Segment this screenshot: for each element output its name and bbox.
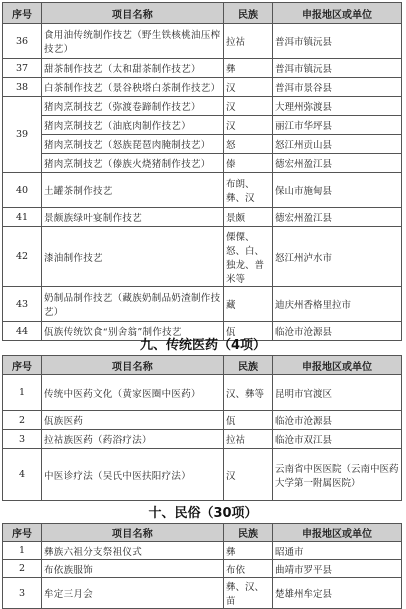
- header-no: 序号: [3, 524, 42, 542]
- table-header-row: [3, 356, 402, 375]
- row-no: 41: [3, 208, 42, 227]
- table-header-row: [3, 524, 402, 542]
- row-no: 44: [3, 322, 42, 341]
- header-ethnic: 民族: [224, 356, 273, 375]
- row-no: 43: [3, 287, 42, 322]
- table-row: [3, 97, 402, 116]
- table-row: [3, 578, 402, 609]
- table-row: [3, 24, 402, 59]
- row-region: 怒江州贡山县: [273, 135, 402, 154]
- row-no: 36: [3, 24, 42, 59]
- table-row: [3, 154, 402, 173]
- row-no: 2: [3, 560, 42, 578]
- row-ethnic: 彝、汉、苗: [224, 578, 273, 609]
- row-region: 曲靖市罗平县: [273, 560, 402, 578]
- row-region: 怒江州泸水市: [273, 227, 402, 287]
- row-region: 普洱市镇沅县: [273, 24, 402, 59]
- row-ethnic: 佤: [224, 322, 273, 341]
- row-ethnic: 藏: [224, 287, 273, 322]
- row-region: 楚雄州牟定县: [273, 578, 402, 609]
- row-name: 中医诊疗法（吴氏中医扶阳疗法）: [42, 449, 224, 501]
- row-region: 临沧市沧源县: [273, 322, 402, 341]
- row-name: 彝族六祖分支祭祖仪式: [42, 542, 224, 560]
- row-ethnic: 汉、彝等: [224, 375, 273, 411]
- row-no: 3: [3, 578, 42, 609]
- row-ethnic: 汉: [224, 449, 273, 501]
- row-name: 食用油传统制作技艺（野生铁核桃油压榨技艺）: [42, 24, 224, 59]
- row-region: 昭通市: [273, 542, 402, 560]
- table-section-9: [2, 355, 402, 501]
- table-row: [3, 411, 402, 430]
- row-name: 猪肉烹制技艺（怒族琵琶肉腌制技艺）: [42, 135, 224, 154]
- header-no: 序号: [3, 3, 42, 24]
- row-region: 保山市施甸县: [273, 173, 402, 208]
- row-ethnic: 布依: [224, 560, 273, 578]
- row-region: 丽江市华坪县: [273, 116, 402, 135]
- table-header-row: [3, 3, 402, 24]
- row-ethnic: 布朗、彝、汉: [224, 173, 273, 208]
- row-name: 布依族服饰: [42, 560, 224, 578]
- row-name: 猪肉烹制技艺（油底肉制作技艺）: [42, 116, 224, 135]
- row-name: 传统中医药文化（黄家医圈中医药）: [42, 375, 224, 411]
- row-region: 迪庆州香格里拉市: [273, 287, 402, 322]
- row-no: 38: [3, 78, 42, 97]
- row-ethnic: 汉: [224, 116, 273, 135]
- row-no: 3: [3, 430, 42, 449]
- row-region: 大理州弥渡县: [273, 97, 402, 116]
- header-region: 申报地区或单位: [273, 524, 402, 542]
- row-name: 景颇族绿叶宴制作技艺: [42, 208, 224, 227]
- table-row: [3, 208, 402, 227]
- header-name: 项目名称: [42, 3, 224, 24]
- row-no: 2: [3, 411, 42, 430]
- row-region: 德宏州盈江县: [273, 154, 402, 173]
- header-ethnic: 民族: [224, 524, 273, 542]
- table-row: [3, 375, 402, 411]
- row-name: 奶制品制作技艺（藏族奶制品奶渣制作技艺）: [42, 287, 224, 322]
- table-row: [3, 173, 402, 208]
- row-no: 4: [3, 449, 42, 501]
- row-no: 39: [3, 97, 42, 173]
- table-section-8: [2, 2, 402, 341]
- row-no: 1: [3, 375, 42, 411]
- row-name: 甜茶制作技艺（太和甜茶制作技艺）: [42, 59, 224, 78]
- row-ethnic: 佤: [224, 411, 273, 430]
- row-region: 普洱市镇沅县: [273, 59, 402, 78]
- header-name: 项目名称: [42, 524, 224, 542]
- table-row: [3, 449, 402, 501]
- row-no: 42: [3, 227, 42, 287]
- row-no: 40: [3, 173, 42, 208]
- row-name: 猪肉烹制技艺（弥渡卷蹄制作技艺）: [42, 97, 224, 116]
- row-region: 临沧市双江县: [273, 430, 402, 449]
- table-row: [3, 560, 402, 578]
- header-region: 申报地区或单位: [273, 3, 402, 24]
- row-ethnic: 彝: [224, 542, 273, 560]
- header-ethnic: 民族: [224, 3, 273, 24]
- table-row: [3, 287, 402, 322]
- row-ethnic: 汉: [224, 97, 273, 116]
- row-region: 德宏州盈江县: [273, 208, 402, 227]
- row-ethnic: 彝: [224, 59, 273, 78]
- row-ethnic: 拉祜: [224, 24, 273, 59]
- row-name: 漆油制作技艺: [42, 227, 224, 287]
- row-region: 昆明市官渡区: [273, 375, 402, 411]
- row-ethnic: 汉: [224, 78, 273, 97]
- row-name: 猪肉烹制技艺（傣族火烧猪制作技艺）: [42, 154, 224, 173]
- table-row: [3, 135, 402, 154]
- table-row: [3, 430, 402, 449]
- row-name: 佤族传统饮食“别舍翁”制作技艺: [42, 322, 224, 341]
- row-region: 普洱市景谷县: [273, 78, 402, 97]
- row-name: 白茶制作技艺（景谷秧塔白茶制作技艺）: [42, 78, 224, 97]
- header-region: 申报地区或单位: [273, 356, 402, 375]
- row-name: 拉祜族医药（药浴疗法）: [42, 430, 224, 449]
- section-9-title: 九、传统医药（4项）: [139, 338, 267, 353]
- table-row: [3, 542, 402, 560]
- row-ethnic: 傣: [224, 154, 273, 173]
- section-10-title: 十、民俗（30项）: [148, 506, 258, 521]
- row-ethnic: 拉祜: [224, 430, 273, 449]
- row-ethnic: 景颇: [224, 208, 273, 227]
- table-row: [3, 78, 402, 97]
- row-no: 37: [3, 59, 42, 78]
- row-region: 临沧市沧源县: [273, 411, 402, 430]
- header-no: 序号: [3, 356, 42, 375]
- table-section-10: [2, 523, 402, 609]
- row-name: 牟定三月会: [42, 578, 224, 609]
- table-row: [3, 116, 402, 135]
- row-name: 佤族医药: [42, 411, 224, 430]
- row-no: 1: [3, 542, 42, 560]
- row-ethnic: 傈僳、怒、白、独龙、普米等: [224, 227, 273, 287]
- table-row: [3, 227, 402, 287]
- header-name: 项目名称: [42, 356, 224, 375]
- row-ethnic: 怒: [224, 135, 273, 154]
- table-row: [3, 59, 402, 78]
- row-region: 云南省中医医院（云南中医药大学第一附属医院）: [273, 449, 402, 501]
- row-name: 土罐茶制作技艺: [42, 173, 224, 208]
